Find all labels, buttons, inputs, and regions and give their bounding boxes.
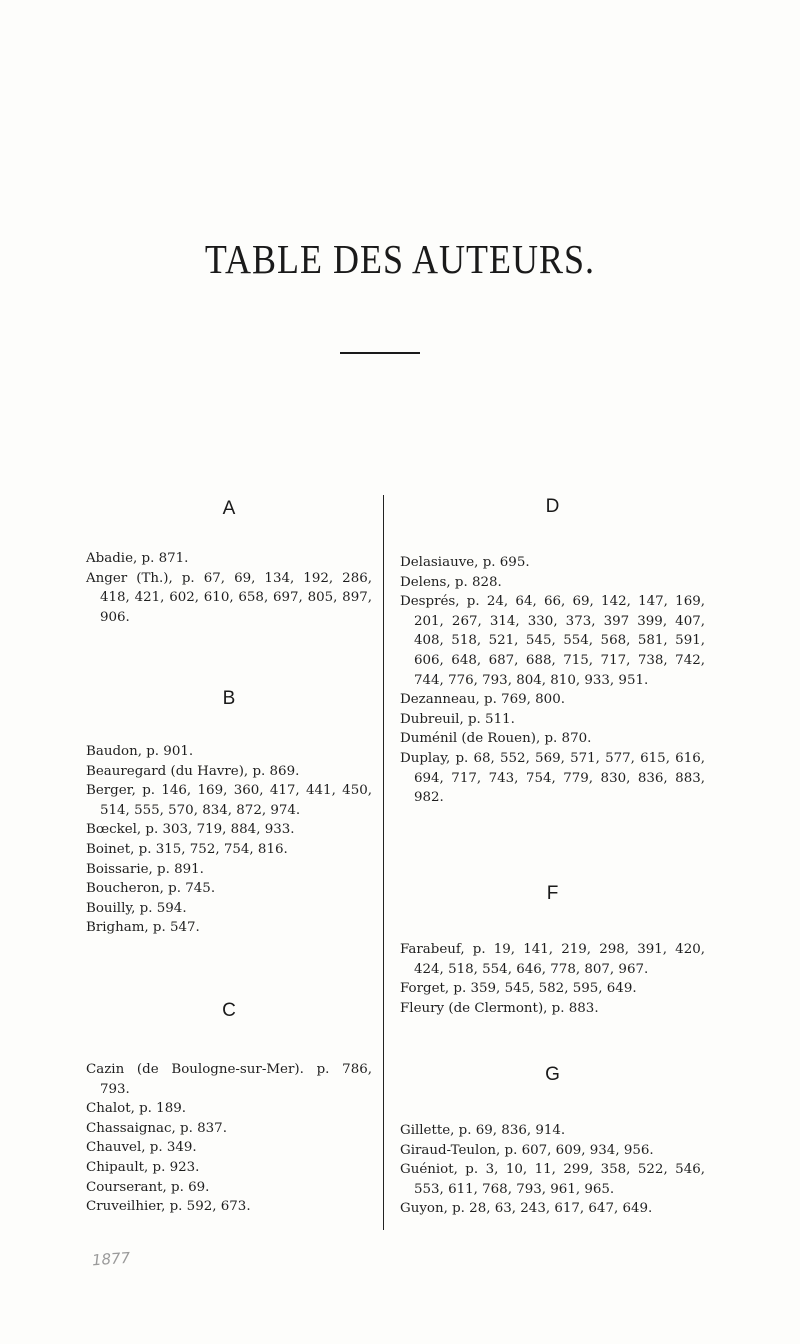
column-divider: [383, 495, 384, 1230]
index-entry: Duplay, p. 68, 552, 569, 571, 577, 615, 616, 694, 717, 743, 754, 779, 830, 836, 883, 982.: [400, 750, 705, 806]
section-a-entries: [86, 549, 372, 627]
index-entry: Bouilly, p. 594.: [86, 900, 187, 916]
pencil-annotation: 1877: [91, 1248, 131, 1270]
section-letter-a: A: [222, 498, 236, 519]
index-entry: Baudon, p. 901.: [86, 744, 194, 759]
section-letter-c: C: [222, 1000, 236, 1021]
section-g-entries: [400, 1121, 705, 1219]
index-entry: Chalot, p. 189.: [86, 1101, 186, 1117]
page-title: TABLE DES AUTEURS.: [204, 236, 596, 282]
index-entry: Chassaignac, p. 837.: [86, 1120, 227, 1136]
title-rule: [340, 352, 420, 354]
section-letter-d: D: [545, 496, 560, 517]
index-entry: Boinet, p. 315, 752, 754, 816.: [86, 841, 288, 857]
index-entry: Boissarie, p. 891.: [86, 861, 204, 877]
section-letter-g: G: [545, 1064, 560, 1085]
index-entry: Duménil (de Rouen), p. 870.: [400, 731, 592, 747]
index-entry: Cruveilhier, p. 592, 673.: [86, 1199, 251, 1215]
index-entry: Cazin (de Boulogne-sur-Mer). p. 786, 793.: [86, 1062, 372, 1097]
index-entry: Brigham, p. 547.: [86, 920, 200, 936]
index-entry: Dezanneau, p. 769, 800.: [400, 692, 565, 708]
section-letter-f: F: [546, 883, 559, 904]
index-entry: Farabeuf, p. 19, 141, 219, 298, 391, 420, 424, 518, 554, 646, 778, 807, 967.: [400, 942, 705, 977]
index-entry: Després, p. 24, 64, 66, 69, 142, 147, 169, 201, 267, 314, 330, 373, 397 399, 407, 408, 518, 521, 545, 554, 568, 581, 591, 606, 648, 687, 688, 715, 717, 738, 742, 744, 776, 793, 804, 810, 933, 951.: [400, 594, 705, 688]
index-entry: Chauvel, p. 349.: [86, 1140, 197, 1156]
section-f-entries: [400, 940, 705, 1018]
index-entry: Bœckel, p. 303, 719, 884, 933.: [86, 822, 295, 838]
section-d-entries: [400, 553, 705, 808]
index-entry: Dubreuil, p. 511.: [400, 711, 515, 727]
index-entry: Fleury (de Clermont), p. 883.: [400, 1000, 599, 1016]
section-b-entries: [86, 742, 372, 938]
index-entry: Delens, p. 828.: [400, 574, 502, 590]
index-entry: Guyon, p. 28, 63, 243, 617, 647, 649.: [400, 1201, 653, 1217]
index-entry: Berger, p. 146, 169, 360, 417, 441, 450, 514, 555, 570, 834, 872, 974.: [86, 783, 372, 818]
index-entry: Anger (Th.), p. 67, 69, 134, 192, 286, 418, 421, 602, 610, 658, 697, 805, 897, 906.: [86, 570, 372, 625]
index-entry: Chipault, p. 923.: [86, 1159, 200, 1175]
section-letter-b: B: [222, 688, 236, 709]
index-entry: Beauregard (du Havre), p. 869.: [86, 763, 300, 779]
index-entry: Delasiauve, p. 695.: [400, 555, 530, 570]
index-entry: Giraud-Teulon, p. 607, 609, 934, 956.: [400, 1142, 654, 1158]
index-entry: Courserant, p. 69.: [86, 1179, 210, 1195]
section-c-entries: [86, 1060, 372, 1217]
index-entry: Gillette, p. 69, 836, 914.: [400, 1123, 566, 1138]
index-entry: Forget, p. 359, 545, 582, 595, 649.: [400, 981, 637, 997]
index-entry: Guéniot, p. 3, 10, 11, 299, 358, 522, 546, 553, 611, 768, 793, 961, 965.: [400, 1162, 705, 1197]
index-entry: Boucheron, p. 745.: [86, 881, 216, 897]
index-entry: Abadie, p. 871.: [86, 551, 189, 566]
